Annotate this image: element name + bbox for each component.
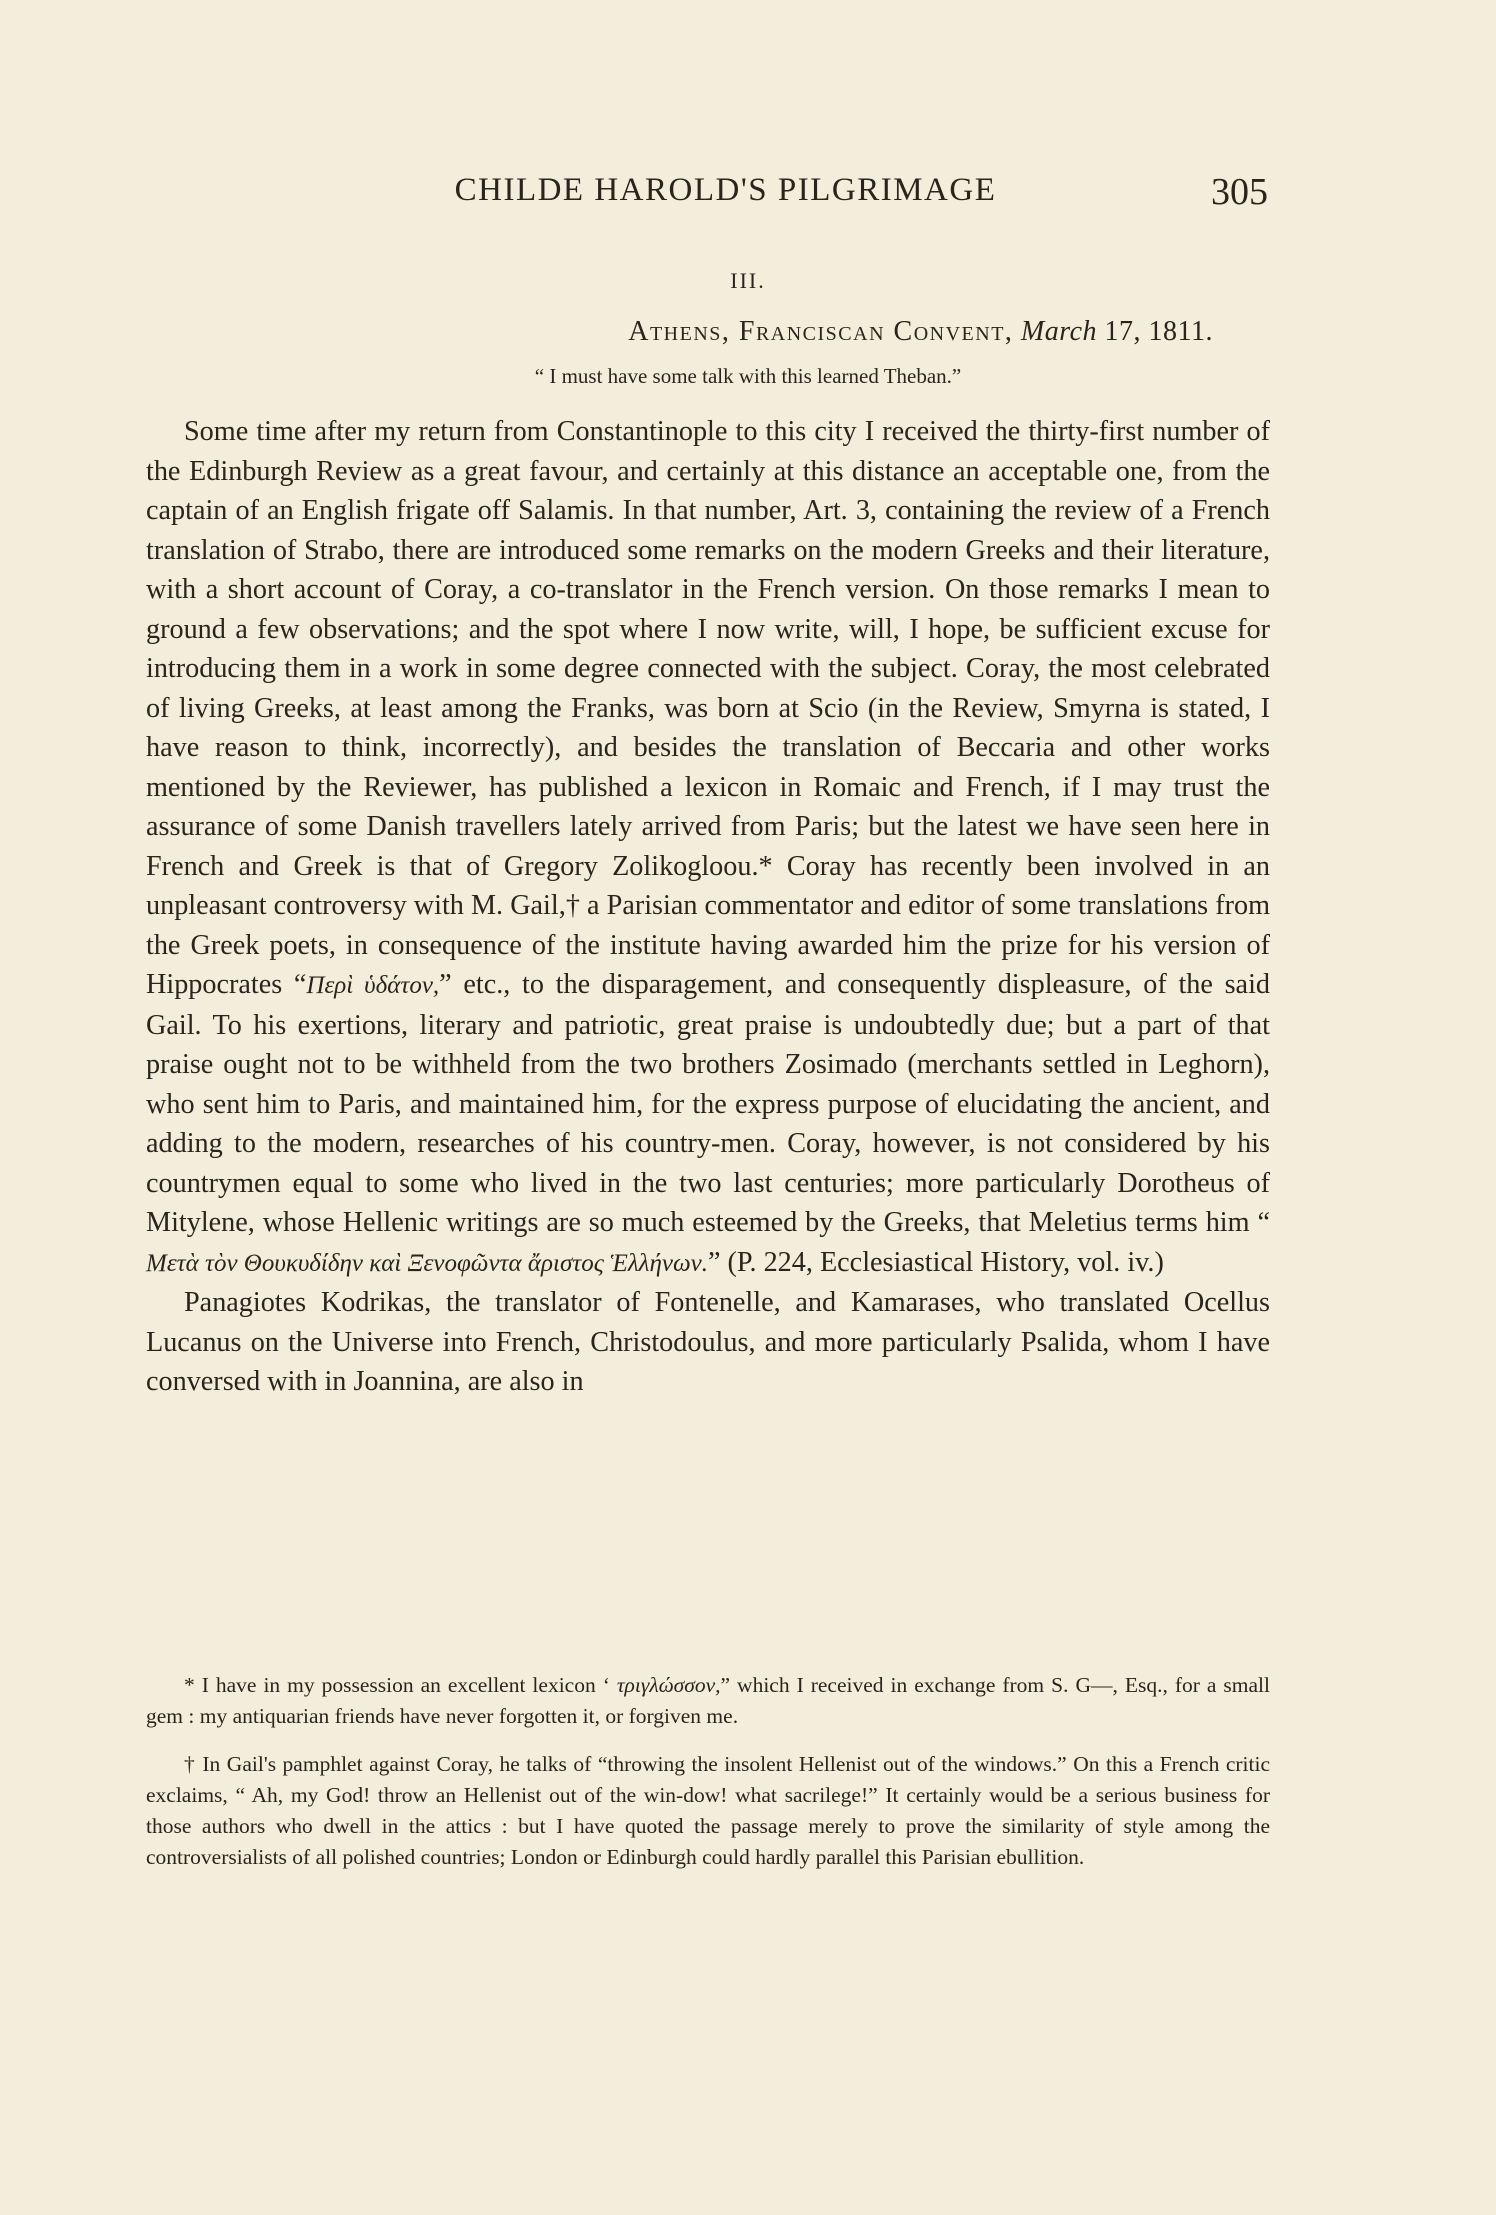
dateline-place: Athens, Franciscan Convent, [628, 316, 1014, 347]
footnote: † In Gail's pamphlet against Coray, he talks of “throwing the insolent Hellenist out of the windows.” On this a French critic exclaims, “ Ah, my God! throw an Hellenist out of the win-dow! what sacrilege!” It certainly would be a serious business for those authors who dwell in the attics : but I have quoted the passage merely to prove the similarity of style among the controversialists of all polished countries; London or Edinburgh could hardly parallel this Parisian ebullition. [146, 1752, 1270, 1869]
footnote-text: * I have in my possession an excellent lexicon ‘ [184, 1673, 617, 1697]
footnotes [146, 1670, 1270, 1890]
dateline-date: 17, 1811. [1097, 316, 1213, 347]
paragraph-text: Some time after my return from Constantinople to this city I received the thirty-first number of the Edinburgh Review as a great favour, and certainly at this distance an acceptable one, from the captain of an English frigate off Salamis. In that number, Art. 3, containing the review of a French translation of Strabo, there are introduced some remarks on the modern Greeks and their literature, with a short account of Coray, a co-translator in the French version. On those remarks I mean to ground a few observations; and the spot where I now write, will, I hope, be sufficient excuse for introducing them in a work in some degree connected with the subject. Coray, the most celebrated of living Greeks, at least among the Franks, was born at Scio (in the Review, Smyrna is stated, I have reason to think, incorrectly), and besides the translation of Beccaria and other works mentioned by the Reviewer, has published a lexicon in Romaic and French, if I may trust the assurance of some Danish travellers lately arrived from Paris; but the latest we have seen here in French and Greek is that of Gregory Zolikogloou.* Coray has recently been involved in an unpleasant controversy with M. Gail,† a Parisian commentator and editor of some translations from the Greek poets, in consequence of the institute having awarded him the prize for his version of Hippocrates “ [146, 416, 1270, 1000]
greek-quotation: Μετὰ τὸν Θουκυδίδην καὶ Ξενοφῶντα ἄριστος Ἑλλήνων. [146, 1249, 708, 1277]
running-head [183, 172, 1268, 216]
dateline-month: March [1020, 316, 1098, 347]
epigraph: “ I must have some talk with this learned Theban.” [534, 364, 962, 388]
paragraph [146, 412, 1270, 1283]
running-title: CHILDE HAROLD'S PILGRIMAGE [454, 172, 997, 208]
paragraph-text: ” etc., to the disparagement, and consequently displeasure, of the said Gail. To his exertions, literary and patriotic, great praise is undoubtedly due; but a part of that praise ought not to be withheld from the two brothers Zosimado (merchants settled in Leghorn), who sent him to Paris, and maintained him, for the express purpose of elucidating the ancient, and adding to the modern, researches of his country-men. Coray, however, is not considered by his countrymen equal to some who lived in the two last centuries; more particularly Dorotheus of Mitylene, whose Hellenic writings are so much esteemed by the Greeks, that Meletius terms him “ [146, 969, 1270, 1238]
greek-quotation: Περὶ ὑδάτον, [306, 972, 440, 999]
greek-quotation: τριγλώσσον, [616, 1673, 721, 1697]
page-number: 305 [1211, 171, 1268, 213]
paragraph: Panagiotes Kodrikas, the translator of Fontenelle, and Kamarases, who translated Ocellus Lucanus on the Universe into French, Christodoulus, and more particularly Psalida, whom I have conversed with in Joannina, are also in [146, 1287, 1270, 1397]
section-number: III. [730, 268, 766, 293]
dateline [628, 316, 1213, 348]
body-text [146, 412, 1270, 1402]
paragraph-text: ” (P. 224, Ecclesiastical History, vol. iv.) [707, 1246, 1164, 1278]
footnote-text: ” which I received in exchange from S. G—, Esq., for a small gem : my antiquarian friends have never forgotten it, or forgiven me. [146, 1673, 1270, 1728]
footnote [146, 1670, 1270, 1732]
